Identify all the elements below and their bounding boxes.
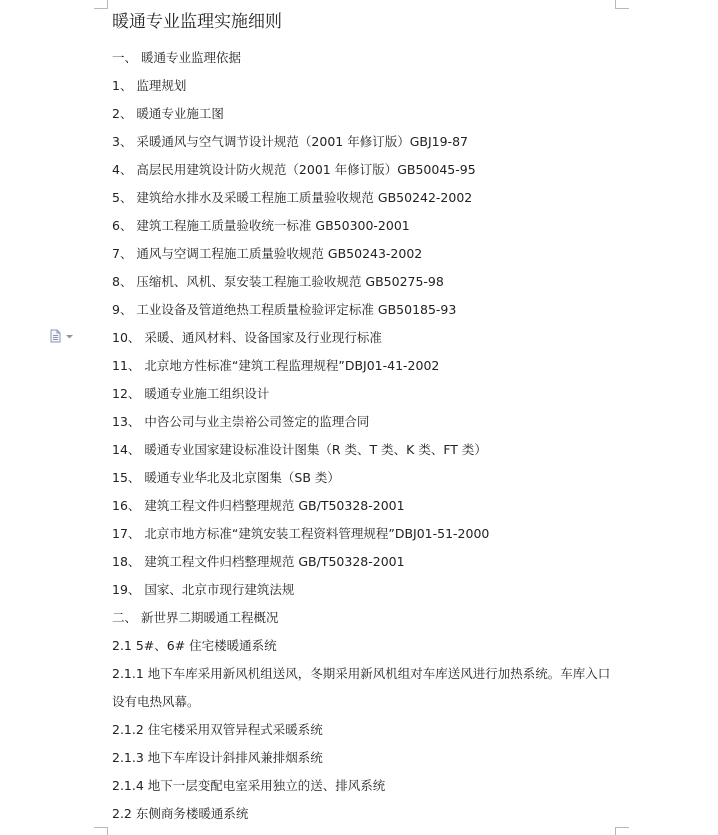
paragraph-line: 2.1.4 地下一层变配电室采用独立的送、排风系统	[112, 778, 386, 793]
paragraph-line: 10、 采暖、通风材料、设备国家及行业现行标准	[112, 330, 382, 345]
paragraph-line: 7、 通风与空调工程施工质量验收规范 GB50243-2002	[112, 246, 423, 261]
crop-mark	[615, 827, 616, 835]
paragraph-line: 2.1.2 住宅楼采用双管异程式采暖系统	[112, 722, 323, 737]
paragraph-line: 18、 建筑工程文件归档整理规范 GB/T50328-2001	[112, 554, 405, 569]
paragraph-line: 2.1 5#、6# 住宅楼暖通系统	[112, 638, 277, 653]
paragraph-line: 2、 暖通专业施工图	[112, 106, 224, 121]
paragraph-line: 二、 新世界二期暖通工程概况	[112, 610, 279, 625]
crop-mark	[94, 8, 108, 9]
paragraph-line: 9、 工业设备及管道绝热工程质量检验评定标准 GB50185-93	[112, 302, 457, 317]
paragraph-line: 2.1.3 地下车库设计斜排风兼排烟系统	[112, 750, 323, 765]
paragraph-line: 设有电热风幕。	[112, 694, 200, 709]
paragraph-line: 16、 建筑工程文件归档整理规范 GB/T50328-2001	[112, 498, 405, 513]
crop-mark	[615, 827, 629, 828]
paragraph-line: 5、 建筑给水排水及采暖工程施工质量验收规范 GB50242-2002	[112, 190, 473, 205]
paragraph-line: 6、 建筑工程施工质量验收统一标准 GB50300-2001	[112, 218, 410, 233]
crop-mark	[94, 827, 108, 828]
paragraph-line: 15、 暖通专业华北及北京图集（SB 类）	[112, 470, 340, 485]
document-body	[112, 44, 612, 828]
paragraph-options-icon[interactable]	[49, 329, 77, 343]
paragraph-line: 19、 国家、北京市现行建筑法规	[112, 582, 295, 597]
crop-mark	[615, 8, 629, 9]
paragraph-line: 8、 压缩机、风机、泵安装工程施工验收规范 GB50275-98	[112, 274, 444, 289]
paragraph-line: 13、 中咨公司与业主崇裕公司签定的监理合同	[112, 414, 370, 429]
paragraph-line: 一、 暖通专业监理依据	[112, 50, 241, 65]
paragraph-line: 2.1.1 地下车库采用新风机组送风，冬期采用新风机组对车库送风进行加热系统。车库入口	[112, 666, 611, 681]
crop-mark	[107, 827, 108, 835]
paragraph-line: 1、 监理规划	[112, 78, 187, 93]
document-title: 暖通专业监理实施细则	[112, 12, 282, 32]
paragraph-line: 14、 暖通专业国家建设标准设计图集（R 类、T 类、K 类、FT 类）	[112, 442, 487, 457]
crop-mark	[615, 0, 616, 9]
paragraph-line: 11、 北京地方性标准“建筑工程监理规程”DBJ01-41-2002	[112, 358, 440, 373]
paragraph-line: 12、 暖通专业施工组织设计	[112, 386, 270, 401]
crop-mark	[107, 0, 108, 9]
paragraph-line: 17、 北京市地方标准“建筑安装工程资料管理规程”DBJ01-51-2000	[112, 526, 490, 541]
paragraph-line: 4、 高层民用建筑设计防火规范（2001 年修订版）GB50045-95	[112, 162, 476, 177]
paragraph-line: 2.2 东侧商务楼暖通系统	[112, 806, 249, 821]
paragraph-line: 3、 采暖通风与空气调节设计规范（2001 年修订版）GBJ19-87	[112, 134, 468, 149]
